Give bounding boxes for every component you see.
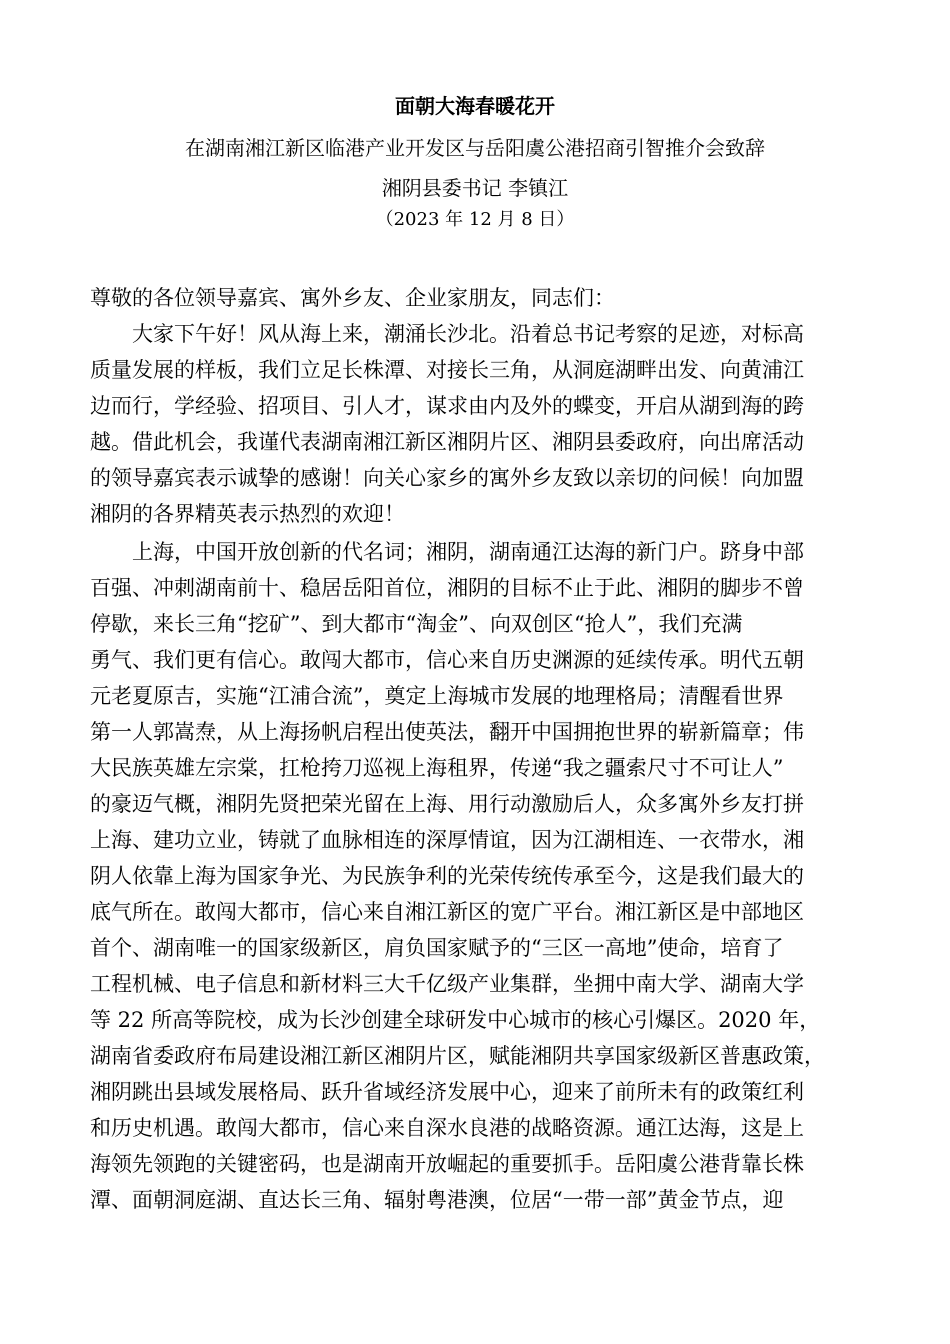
speaker-line: 湘阴县委书记 李镇江 bbox=[381, 176, 569, 200]
text-line: 边而行，学经验、招项目、引人才，谋求由内及外的蝶变，开启从湖到海的跨 bbox=[90, 394, 804, 418]
text-line: 潭、面朝洞庭湖、直达长三角、辐射粤港澳，位居“一带一部”黄金节点，迎 bbox=[90, 1188, 784, 1212]
text-line: 大家下午好！风从海上来，潮涌长沙北。沿着总书记考察的足迹，对标高 bbox=[132, 322, 804, 346]
text-line: 的领导嘉宾表示诚挚的感谢！向关心家乡的寓外乡友致以亲切的问候！向加盟 bbox=[90, 466, 804, 490]
text-line: 阴人依靠上海为国家争光、为民族争利的光荣传统传承至今，这是我们最大的 bbox=[90, 864, 804, 888]
text-line: 大民族英雄左宗棠，扛枪挎刀巡视上海租界，传递“我之疆索尺寸不可让人” bbox=[90, 756, 784, 780]
text-line: 质量发展的样板，我们立足长株潭、对接长三角，从洞庭湖畔出发、向黄浦江 bbox=[90, 358, 804, 382]
text-line: 工程机械、电子信息和新材料三大千亿级产业集群，坐拥中南大学、湖南大学 bbox=[90, 972, 804, 996]
document-title: 面朝大海春暖花开 bbox=[395, 94, 555, 118]
text-line: 勇气、我们更有信心。敢闯大都市，信心来自历史渊源的延续传承。明代五朝 bbox=[90, 648, 804, 672]
text-line: 等 22 所高等院校，成为长沙创建全球研发中心城市的核心引爆区。2020 年， bbox=[90, 1008, 821, 1032]
text-line: 湘阴跳出县域发展格局、跃升省域经济发展中心，迎来了前所未有的政策红利 bbox=[90, 1080, 804, 1104]
text-line: 海领先领跑的关键密码，也是湖南开放崛起的重要抓手。岳阳虞公港背靠长株 bbox=[90, 1152, 804, 1176]
text-line: 上海、建功立业，铸就了血脉相连的深厚情谊，因为江湖相连、一衣带水，湘 bbox=[90, 828, 804, 852]
document-subtitle: 在湖南湘江新区临港产业开发区与岳阳虞公港招商引智推介会致辞 bbox=[185, 136, 765, 160]
text-line: 越。借此机会，我谨代表湖南湘江新区湘阴片区、湘阴县委政府，向出席活动 bbox=[90, 430, 804, 454]
text-line: 底气所在。敢闯大都市，信心来自湘江新区的宽广平台。湘江新区是中部地区 bbox=[90, 900, 804, 924]
text-line: 的豪迈气概，湘阴先贤把荣光留在上海、用行动激励后人，众多寓外乡友打拼 bbox=[90, 792, 804, 816]
text-line: 湖南省委政府布局建设湘江新区湘阴片区，赋能湘阴共享国家级新区普惠政策， bbox=[90, 1044, 825, 1068]
text-line: 百强、冲刺湖南前十、稳居岳阳首位，湘阴的目标不止于此、湘阴的脚步不曾 bbox=[90, 576, 804, 600]
text-line: 元老夏原吉，实施“江浦合流”，奠定上海城市发展的地理格局；清醒看世界 bbox=[90, 684, 784, 708]
salutation-line: 尊敬的各位领导嘉宾、寓外乡友、企业家朋友，同志们： bbox=[90, 286, 615, 310]
text-line: 湘阴的各界精英表示热烈的欢迎！ bbox=[90, 502, 405, 526]
date-line: （2023 年 12 月 8 日） bbox=[375, 209, 575, 230]
text-line: 停歇，来长三角“挖矿”、到大都市“淘金”、向双创区“抢人”，我们充满 bbox=[90, 612, 743, 636]
text-line: 第一人郭嵩焘，从上海扬帆启程出使英法，翻开中国拥抱世界的崭新篇章；伟 bbox=[90, 720, 804, 744]
text-line: 和历史机遇。敢闯大都市，信心来自深水良港的战略资源。通江达海，这是上 bbox=[90, 1116, 804, 1140]
text-line: 上海，中国开放创新的代名词；湘阴，湖南通江达海的新门户。跻身中部 bbox=[132, 540, 804, 564]
text-line: 首个、湖南唯一的国家级新区，肩负国家赋予的“三区一高地”使命，培育了 bbox=[90, 936, 784, 960]
